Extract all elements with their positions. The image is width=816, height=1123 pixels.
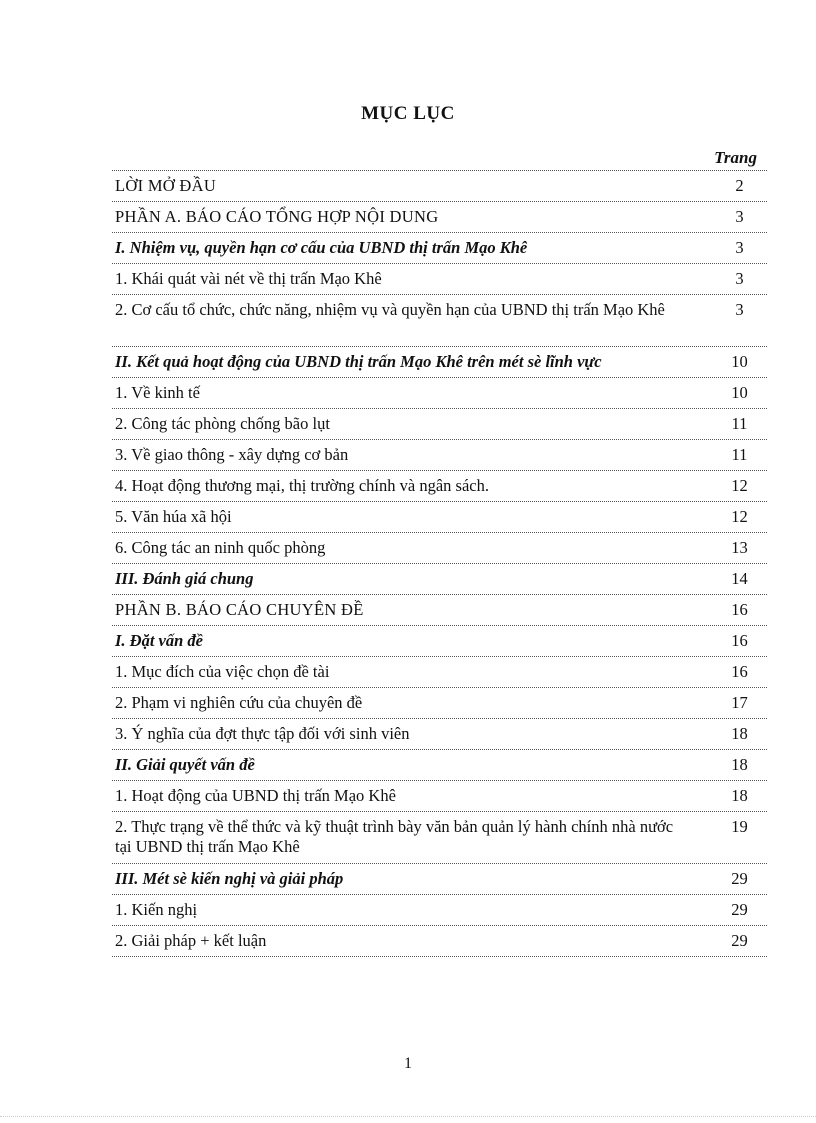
toc-entry-title: 2. Giải pháp + kết luận [115, 931, 267, 950]
toc-entry-page: 12 [731, 507, 748, 526]
toc-entry-page: 11 [731, 414, 748, 433]
toc-entry-title: 2. Thực trạng về thể thức và kỹ thuật trình bày văn bản quản lý hành chính nhà nước tại UBND thị trấn Mạo Khê [115, 817, 674, 856]
toc-entry-title: III. Đánh giá chung [115, 569, 254, 588]
toc-entry-title: 3. Ý nghĩa của đợt thực tập đối với sinh viên [115, 724, 410, 743]
toc-entry-title: 6. Công tác an ninh quốc phòng [115, 538, 326, 557]
toc-entry[interactable] [112, 171, 767, 202]
toc-entry-page: 29 [731, 900, 748, 919]
toc-entry-page: 16 [731, 600, 748, 619]
toc-entry-page: 10 [731, 383, 748, 402]
toc-entry[interactable] [112, 719, 767, 750]
toc-entry-page: 3 [735, 300, 744, 319]
toc-entry-title: I. Đặt vấn đề [115, 631, 203, 650]
toc-entry-page: 29 [731, 931, 748, 950]
toc-entry[interactable] [112, 409, 767, 440]
toc-entry-page: 18 [731, 786, 748, 805]
page-title: MỤC LỤC [361, 103, 455, 124]
toc-entry-title: III. Mét sè kiến nghị và giải pháp [115, 869, 344, 888]
toc-entry-page: 3 [735, 238, 744, 257]
toc-entry[interactable] [112, 295, 767, 347]
toc-entry-title: 2. Cơ cấu tổ chức, chức năng, nhiệm vụ và quyền hạn của UBND thị trấn Mạo Khê [115, 300, 665, 319]
toc-entry[interactable] [112, 378, 767, 409]
toc-entries [112, 171, 767, 957]
toc-entry[interactable] [112, 895, 767, 926]
toc-entry-title: 4. Hoạt động thương mại, thị trường chính và ngân sách. [115, 476, 489, 495]
toc-entry[interactable] [112, 440, 767, 471]
toc-entry-page: 3 [735, 269, 744, 288]
toc-entry-title: 2. Công tác phòng chống bão lụt [115, 414, 330, 433]
toc-entry[interactable] [112, 564, 767, 595]
toc-entry-page: 18 [731, 724, 748, 743]
toc-entry-page: 16 [731, 631, 748, 650]
toc-entry-title: 3. Về giao thông - xây dựng cơ bản [115, 445, 349, 464]
toc-entry-page: 12 [731, 476, 748, 495]
toc-entry[interactable] [112, 657, 767, 688]
toc-entry[interactable] [112, 471, 767, 502]
toc-entry[interactable] [112, 781, 767, 812]
toc-entry-title: PHẦN A. BÁO CÁO TỔNG HỢP NỘI DUNG [115, 207, 439, 226]
toc-entry-page: 11 [731, 445, 748, 464]
toc-entry-page: 2 [735, 176, 744, 195]
toc-entry-title: 2. Phạm vi nghiên cứu của chuyên đề [115, 693, 363, 712]
toc-entry-page: 3 [735, 207, 744, 226]
toc-entry-page: 29 [731, 869, 748, 888]
toc-entry[interactable] [112, 202, 767, 233]
toc-entry-title: II. Kết quả hoạt động của UBND thị trấn Mạo Khê trên mét sè lĩnh vực [115, 352, 602, 371]
toc-entry-title: 1. Kiến nghị [115, 900, 198, 919]
toc-entry-title: I. Nhiệm vụ, quyền hạn cơ cấu của UBND thị trấn Mạo Khê [115, 238, 528, 257]
toc-entry-page: 16 [731, 662, 748, 681]
page-column-label: Trang [714, 148, 757, 167]
toc-entry-title: 1. Hoạt động của UBND thị trấn Mạo Khê [115, 786, 396, 805]
toc-entry[interactable] [112, 233, 767, 264]
toc-entry[interactable] [112, 264, 767, 295]
toc-entry-page: 14 [731, 569, 748, 588]
toc-entry-title: 1. Khái quát vài nét về thị trấn Mạo Khê [115, 269, 382, 288]
toc-entry-title: 1. Về kinh tế [115, 383, 200, 402]
toc-entry[interactable] [112, 864, 767, 895]
toc-entry[interactable] [112, 502, 767, 533]
toc-entry[interactable] [112, 595, 767, 626]
page-bottom-divider [0, 1116, 816, 1117]
toc-entry-page: 19 [731, 817, 748, 836]
toc-entry[interactable] [112, 533, 767, 564]
toc-entry[interactable] [112, 750, 767, 781]
toc-entry-page: 17 [731, 693, 748, 712]
toc-entry[interactable] [112, 688, 767, 719]
toc-entry-title: PHẦN B. BÁO CÁO CHUYÊN ĐỀ [115, 600, 364, 619]
toc-entry-page: 10 [731, 352, 748, 371]
toc-entry-title: 1. Mục đích của việc chọn đề tài [115, 662, 330, 681]
toc-entry[interactable] [112, 626, 767, 657]
toc-entry[interactable] [112, 926, 767, 957]
toc-entry-page: 18 [731, 755, 748, 774]
page-column-header [112, 146, 767, 171]
toc-entry-title: LỜI MỞ ĐẦU [115, 176, 217, 195]
toc-entry-title: II. Giải quyết vấn đề [115, 755, 255, 774]
toc-entry[interactable] [112, 812, 767, 864]
table-of-contents [112, 146, 767, 957]
toc-entry[interactable] [112, 347, 767, 378]
toc-entry-page: 13 [731, 538, 748, 557]
page-number: 1 [404, 1055, 412, 1072]
toc-entry-title: 5. Văn húa xã hội [115, 507, 232, 526]
